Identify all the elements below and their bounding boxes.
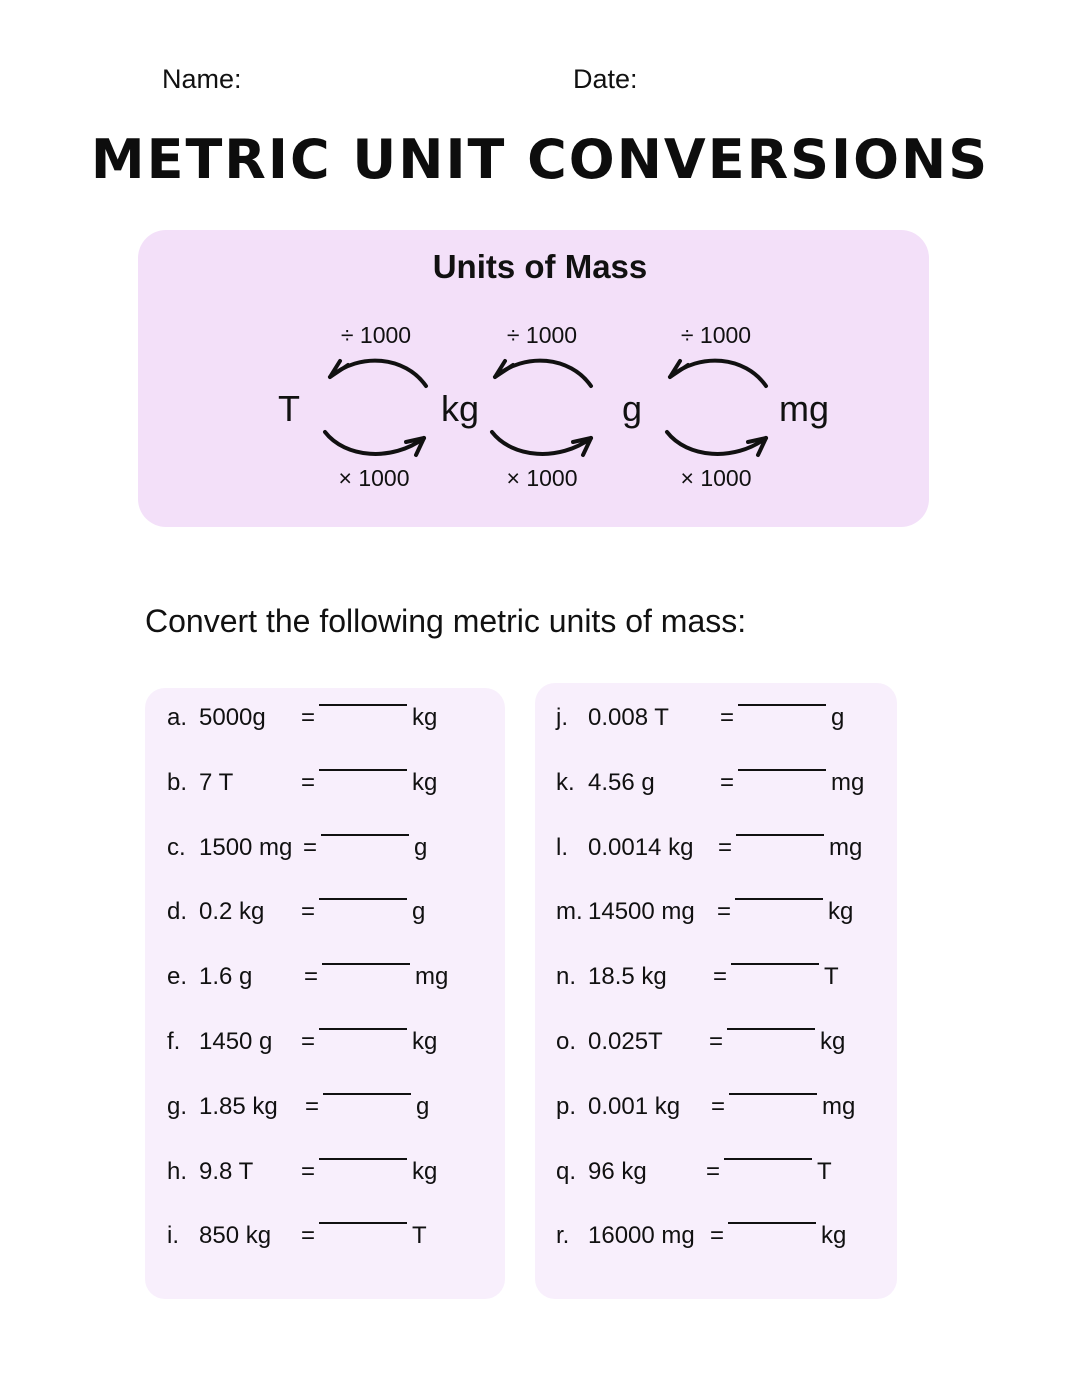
divide-label-mg-to-g: ÷ 1000 [680, 322, 752, 348]
target-unit: kg [412, 768, 438, 796]
equals-sign: = [717, 898, 732, 926]
problem-quantity: 850 kg [199, 1222, 272, 1250]
divide-label-g-to-kg: ÷ 1000 [506, 322, 578, 348]
problem-letter: h. [167, 1157, 188, 1185]
problem-letter: c. [167, 833, 186, 861]
answer-blank[interactable] [729, 1093, 817, 1095]
answer-blank[interactable] [319, 769, 407, 771]
equals-sign: = [301, 1157, 316, 1185]
problem-letter: a. [167, 704, 188, 731]
equals-sign: = [720, 768, 735, 796]
multiply-label-g-to-mg: × 1000 [680, 465, 752, 491]
answer-blank[interactable] [319, 704, 407, 706]
problem-letter: j. [556, 704, 568, 731]
problem-quantity: 0.008 T [588, 704, 669, 731]
multiply-label-kg-to-g: × 1000 [506, 465, 578, 491]
answer-blank[interactable] [319, 1222, 407, 1224]
unit-milligram: mg [779, 388, 830, 429]
answer-blank[interactable] [728, 1222, 816, 1224]
target-unit: mg [822, 1092, 856, 1120]
equals-sign: = [304, 963, 319, 991]
equals-sign: = [711, 1092, 726, 1120]
problem-letter: p. [556, 1092, 577, 1120]
mass-units-title: Units of Mass [432, 248, 648, 285]
problem-quantity: 96 kg [588, 1157, 647, 1185]
target-unit: kg [412, 1028, 438, 1055]
problem-quantity: 5000g [199, 704, 266, 731]
problem-letter: m. [556, 898, 583, 926]
target-unit: g [416, 1092, 430, 1120]
problem-letter: n. [556, 963, 577, 991]
problem-letter: g. [167, 1092, 188, 1120]
answer-blank[interactable] [319, 1158, 407, 1160]
problem-quantity: 4.56 g [588, 768, 655, 796]
problem-quantity: 0.025T [588, 1028, 663, 1055]
answer-blank[interactable] [319, 898, 407, 900]
equals-sign: = [303, 833, 318, 861]
date-label: Date: [573, 64, 638, 94]
target-unit: kg [828, 898, 854, 926]
problem-letter: r. [556, 1222, 570, 1250]
problem-quantity: 18.5 kg [588, 963, 667, 991]
target-unit: g [412, 898, 426, 926]
problem-letter: q. [556, 1157, 577, 1185]
answer-blank[interactable] [738, 704, 826, 706]
problem-quantity: 1500 mg [199, 833, 293, 861]
target-unit: g [414, 833, 428, 861]
equals-sign: = [713, 963, 728, 991]
unit-kilogram: kg [441, 388, 480, 429]
name-label: Name: [162, 64, 242, 94]
equals-sign: = [301, 1222, 316, 1250]
problem-quantity: 0.0014 kg [588, 833, 694, 861]
problem-quantity: 0.2 kg [199, 898, 265, 926]
target-unit: mg [829, 833, 863, 861]
target-unit: T [412, 1222, 427, 1250]
problem-letter: b. [167, 768, 188, 796]
problem-letter: o. [556, 1028, 577, 1055]
instructions: Convert the following metric units of mass: [145, 603, 747, 639]
target-unit: T [817, 1157, 832, 1185]
page-title: METRIC UNIT CONVERSIONS [90, 128, 990, 191]
equals-sign: = [301, 1028, 316, 1055]
equals-sign: = [305, 1092, 320, 1120]
answer-blank[interactable] [727, 1028, 815, 1030]
equals-sign: = [709, 1028, 724, 1055]
answer-blank[interactable] [322, 963, 410, 965]
divide-label-kg-to-t: ÷ 1000 [340, 322, 412, 348]
equals-sign: = [706, 1157, 721, 1185]
unit-gram: g [622, 388, 643, 429]
answer-blank[interactable] [323, 1093, 411, 1095]
multiply-label-t-to-kg: × 1000 [338, 465, 410, 491]
target-unit: kg [412, 1157, 438, 1185]
answer-blank[interactable] [731, 963, 819, 965]
target-unit: kg [821, 1222, 847, 1250]
equals-sign: = [301, 768, 316, 796]
equals-sign: = [301, 704, 316, 731]
problem-quantity: 0.001 kg [588, 1092, 681, 1120]
problem-quantity: 14500 mg [588, 898, 695, 926]
problem-quantity: 1.85 kg [199, 1092, 278, 1120]
answer-blank[interactable] [735, 898, 823, 900]
problem-letter: f. [167, 1028, 181, 1055]
problem-quantity: 1450 g [199, 1028, 273, 1055]
answer-blank[interactable] [736, 834, 824, 836]
answer-blank[interactable] [319, 1028, 407, 1030]
problem-quantity: 1.6 g [199, 963, 253, 991]
problem-letter: d. [167, 898, 188, 926]
target-unit: kg [412, 704, 438, 731]
answer-blank[interactable] [738, 769, 826, 771]
problem-letter: k. [556, 768, 575, 796]
problem-letter: i. [167, 1222, 179, 1250]
problem-quantity: 7 T [199, 768, 234, 796]
equals-sign: = [710, 1222, 725, 1250]
target-unit: T [824, 963, 839, 991]
unit-tonne: T [278, 388, 300, 429]
target-unit: mg [831, 768, 865, 796]
problem-quantity: 9.8 T [199, 1157, 254, 1185]
answer-blank[interactable] [724, 1158, 812, 1160]
problem-quantity: 16000 mg [588, 1222, 695, 1250]
target-unit: g [831, 704, 845, 731]
problem-letter: l. [556, 833, 568, 861]
target-unit: mg [415, 963, 449, 991]
target-unit: kg [820, 1028, 846, 1055]
equals-sign: = [301, 898, 316, 926]
answer-blank[interactable] [321, 834, 409, 836]
equals-sign: = [720, 704, 735, 731]
problem-letter: e. [167, 963, 188, 991]
equals-sign: = [718, 833, 733, 861]
